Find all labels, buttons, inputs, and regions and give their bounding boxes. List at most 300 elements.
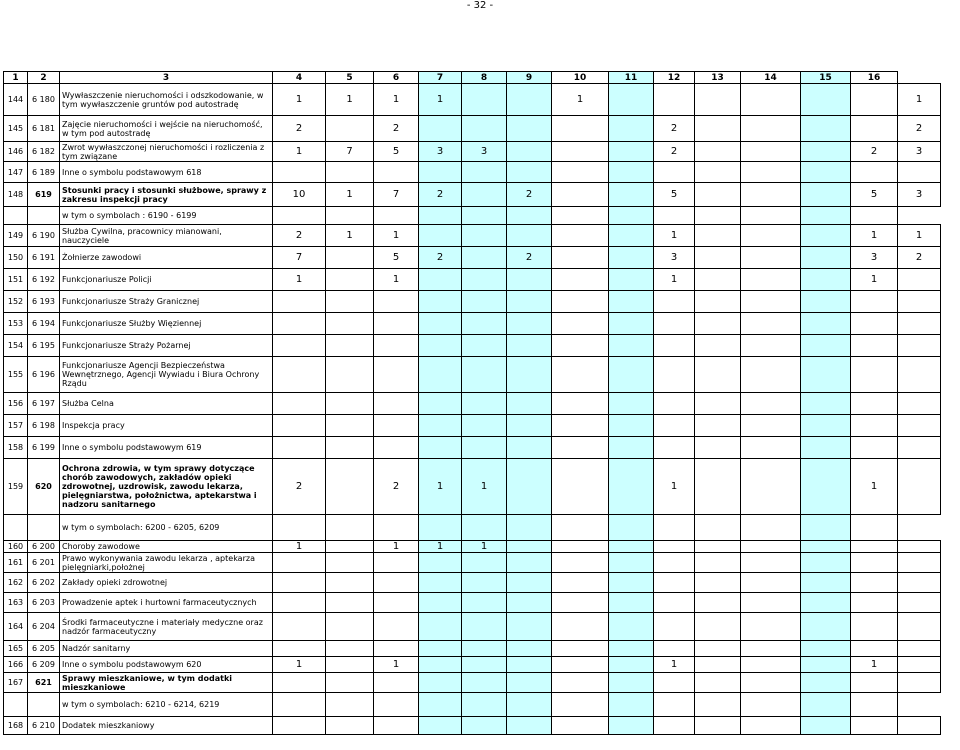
row-symbol: 6 191 [28, 247, 60, 269]
value-cell [695, 573, 741, 593]
value-cell [326, 116, 374, 142]
value-cell [801, 183, 851, 207]
value-cell [898, 657, 941, 673]
value-cell [741, 515, 801, 541]
value-cell [898, 717, 941, 735]
table-header-row [4, 72, 941, 84]
value-cell [695, 225, 741, 247]
value-cell [507, 84, 552, 116]
value-cell [374, 393, 419, 415]
value-cell [801, 515, 851, 541]
value-cell [801, 437, 851, 459]
row-number: 162 [4, 573, 28, 593]
value-cell [507, 573, 552, 593]
value-cell [609, 693, 654, 717]
value-cell [552, 335, 609, 357]
value-cell [326, 673, 374, 693]
value-cell [552, 515, 609, 541]
column-header: 8 [462, 72, 507, 84]
value-cell [507, 142, 552, 162]
value-cell [695, 116, 741, 142]
column-header: 9 [507, 72, 552, 84]
row-number: 165 [4, 641, 28, 657]
value-cell [552, 393, 609, 415]
value-cell [507, 717, 552, 735]
value-cell: 2 [273, 116, 326, 142]
value-cell [695, 357, 741, 393]
value-cell [419, 515, 462, 541]
value-cell [654, 641, 695, 657]
row-number: 146 [4, 142, 28, 162]
value-cell [374, 313, 419, 335]
value-cell [273, 162, 326, 183]
value-cell [507, 593, 552, 613]
row-name: Inne o symbolu podstawowym 619 [60, 437, 273, 459]
value-cell [507, 415, 552, 437]
value-cell [462, 116, 507, 142]
value-cell: 7 [273, 247, 326, 269]
row-number: 159 [4, 459, 28, 515]
value-cell: 1 [654, 269, 695, 291]
value-cell [419, 162, 462, 183]
value-cell [507, 613, 552, 641]
value-cell [609, 553, 654, 573]
value-cell [609, 207, 654, 225]
value-cell [654, 613, 695, 641]
value-cell [273, 641, 326, 657]
value-cell: 2 [507, 183, 552, 207]
value-cell: 1 [374, 84, 419, 116]
blank-cell [28, 515, 60, 541]
value-cell [462, 225, 507, 247]
value-cell [851, 393, 898, 415]
value-cell [851, 541, 898, 553]
value-cell [462, 84, 507, 116]
value-cell [851, 162, 898, 183]
value-cell [507, 269, 552, 291]
value-cell [801, 613, 851, 641]
value-cell [273, 693, 326, 717]
value-cell [374, 207, 419, 225]
value-cell [374, 515, 419, 541]
value-cell [326, 393, 374, 415]
row-name: Zwrot wywłaszczonej nieruchomości i rozliczenia z tym związane [60, 142, 273, 162]
value-cell [801, 162, 851, 183]
row-number: 155 [4, 357, 28, 393]
row-name: Inne o symbolu podstawowym 618 [60, 162, 273, 183]
value-cell [507, 515, 552, 541]
value-cell [374, 415, 419, 437]
table-row [4, 573, 941, 593]
value-cell [507, 459, 552, 515]
value-cell [741, 313, 801, 335]
value-cell [898, 553, 941, 573]
table-row [4, 269, 941, 291]
table-row [4, 162, 941, 183]
value-cell: 1 [374, 541, 419, 553]
value-cell [462, 162, 507, 183]
table-row [4, 142, 941, 162]
value-cell [851, 84, 898, 116]
row-number: 166 [4, 657, 28, 673]
value-cell [898, 291, 941, 313]
value-cell: 1 [851, 459, 898, 515]
value-cell [609, 247, 654, 269]
value-cell [326, 541, 374, 553]
value-cell [851, 717, 898, 735]
value-cell [695, 515, 741, 541]
value-cell [552, 207, 609, 225]
value-cell [741, 593, 801, 613]
row-symbol: 6 190 [28, 225, 60, 247]
row-number: 145 [4, 116, 28, 142]
value-cell [507, 116, 552, 142]
value-cell: 1 [462, 541, 507, 553]
row-name: Funkcjonariusze Policji [60, 269, 273, 291]
value-cell [507, 393, 552, 415]
value-cell [741, 247, 801, 269]
value-cell [552, 415, 609, 437]
column-header: 13 [695, 72, 741, 84]
value-cell [851, 553, 898, 573]
value-cell [741, 393, 801, 415]
value-cell [695, 437, 741, 459]
value-cell [326, 657, 374, 673]
value-cell [273, 593, 326, 613]
value-cell [419, 593, 462, 613]
row-number: 168 [4, 717, 28, 735]
value-cell [326, 415, 374, 437]
row-name: Wywłaszczenie nieruchomości i odszkodowanie, w tym wywłaszczenie gruntów pod autostradę [60, 84, 273, 116]
value-cell [695, 415, 741, 437]
value-cell [741, 717, 801, 735]
value-cell [419, 116, 462, 142]
value-cell [326, 291, 374, 313]
value-cell [695, 247, 741, 269]
value-cell [462, 657, 507, 673]
value-cell [695, 673, 741, 693]
value-cell: 2 [273, 225, 326, 247]
value-cell [898, 437, 941, 459]
value-cell [462, 207, 507, 225]
row-number: 147 [4, 162, 28, 183]
row-symbol: 6 197 [28, 393, 60, 415]
value-cell [326, 437, 374, 459]
value-cell: 1 [898, 84, 941, 116]
value-cell [801, 116, 851, 142]
value-cell [654, 673, 695, 693]
value-cell [326, 313, 374, 335]
table-subheader-row [4, 207, 941, 225]
value-cell [741, 553, 801, 573]
value-cell [898, 269, 941, 291]
value-cell [741, 541, 801, 553]
table-subheader-row [4, 515, 941, 541]
value-cell [273, 415, 326, 437]
value-cell [507, 553, 552, 573]
value-cell: 1 [654, 225, 695, 247]
value-cell: 2 [654, 142, 695, 162]
value-cell [695, 84, 741, 116]
value-cell [507, 437, 552, 459]
row-number: 153 [4, 313, 28, 335]
value-cell [552, 593, 609, 613]
row-name: Środki farmaceutyczne i materiały medyczne oraz nadzór farmaceutyczny [60, 613, 273, 641]
row-symbol: 621 [28, 673, 60, 693]
row-name: Funkcjonariusze Służby Więziennej [60, 313, 273, 335]
value-cell [851, 437, 898, 459]
value-cell [374, 335, 419, 357]
value-cell: 1 [273, 84, 326, 116]
value-cell [552, 291, 609, 313]
value-cell: 10 [273, 183, 326, 207]
table-row [4, 541, 941, 553]
value-cell [273, 553, 326, 573]
subheader-label: w tym o symbolach : 6190 - 6199 [60, 207, 273, 225]
value-cell [695, 459, 741, 515]
value-cell [552, 225, 609, 247]
value-cell [273, 573, 326, 593]
value-cell [326, 357, 374, 393]
row-symbol: 6 198 [28, 415, 60, 437]
value-cell [326, 553, 374, 573]
value-cell [507, 541, 552, 553]
value-cell [741, 84, 801, 116]
row-number: 157 [4, 415, 28, 437]
value-cell: 3 [462, 142, 507, 162]
value-cell [898, 415, 941, 437]
value-cell [273, 717, 326, 735]
value-cell [741, 415, 801, 437]
row-symbol: 620 [28, 459, 60, 515]
value-cell [374, 291, 419, 313]
column-header: 7 [419, 72, 462, 84]
value-cell [851, 693, 898, 717]
value-cell [374, 162, 419, 183]
value-cell [552, 673, 609, 693]
value-cell [741, 459, 801, 515]
value-cell [273, 437, 326, 459]
subheader-label: w tym o symbolach: 6200 - 6205, 6209 [60, 515, 273, 541]
value-cell [462, 553, 507, 573]
value-cell [898, 162, 941, 183]
value-cell: 3 [898, 142, 941, 162]
value-cell [741, 673, 801, 693]
value-cell [609, 357, 654, 393]
value-cell [609, 613, 654, 641]
table-row [4, 415, 941, 437]
value-cell [654, 573, 695, 593]
blank-cell [4, 207, 28, 225]
value-cell [851, 673, 898, 693]
value-cell: 1 [273, 269, 326, 291]
value-cell [507, 313, 552, 335]
value-cell: 3 [419, 142, 462, 162]
value-cell [273, 393, 326, 415]
value-cell [898, 673, 941, 693]
value-cell [326, 613, 374, 641]
row-number: 154 [4, 335, 28, 357]
value-cell [462, 393, 507, 415]
value-cell: 1 [898, 225, 941, 247]
value-cell [273, 313, 326, 335]
row-name: Dodatek mieszkaniowy [60, 717, 273, 735]
value-cell [898, 593, 941, 613]
row-number: 160 [4, 541, 28, 553]
row-number: 158 [4, 437, 28, 459]
value-cell: 1 [851, 657, 898, 673]
row-number: 150 [4, 247, 28, 269]
value-cell [609, 225, 654, 247]
value-cell [801, 573, 851, 593]
row-name: Zakłady opieki zdrowotnej [60, 573, 273, 593]
value-cell [462, 573, 507, 593]
value-cell [609, 573, 654, 593]
value-cell [898, 613, 941, 641]
value-cell [801, 553, 851, 573]
value-cell [552, 613, 609, 641]
row-symbol: 6 199 [28, 437, 60, 459]
value-cell [419, 291, 462, 313]
value-cell [419, 313, 462, 335]
value-cell [552, 693, 609, 717]
column-header: 11 [609, 72, 654, 84]
column-header: 15 [801, 72, 851, 84]
value-cell [654, 313, 695, 335]
value-cell [374, 553, 419, 573]
value-cell: 1 [374, 225, 419, 247]
value-cell [609, 717, 654, 735]
value-cell [609, 291, 654, 313]
table-row [4, 335, 941, 357]
value-cell [419, 573, 462, 593]
value-cell [851, 116, 898, 142]
value-cell: 2 [851, 142, 898, 162]
value-cell [609, 673, 654, 693]
row-number: 167 [4, 673, 28, 693]
value-cell: 3 [898, 183, 941, 207]
row-name: Zajęcie nieruchomości i wejście na nieruchomość, w tym pod autostradę [60, 116, 273, 142]
value-cell [741, 335, 801, 357]
value-cell [609, 162, 654, 183]
value-cell [741, 183, 801, 207]
value-cell [273, 291, 326, 313]
value-cell: 2 [273, 459, 326, 515]
value-cell [654, 335, 695, 357]
value-cell [801, 247, 851, 269]
value-cell [801, 225, 851, 247]
value-cell [419, 657, 462, 673]
value-cell [374, 357, 419, 393]
value-cell [898, 541, 941, 553]
value-cell [552, 313, 609, 335]
value-cell [273, 515, 326, 541]
value-cell: 1 [273, 541, 326, 553]
value-cell [741, 357, 801, 393]
value-cell [552, 717, 609, 735]
value-cell [741, 693, 801, 717]
row-symbol: 6 210 [28, 717, 60, 735]
column-header: 4 [273, 72, 326, 84]
value-cell [462, 357, 507, 393]
value-cell [507, 225, 552, 247]
value-cell [654, 357, 695, 393]
value-cell: 2 [419, 247, 462, 269]
value-cell [801, 541, 851, 553]
value-cell [654, 84, 695, 116]
value-cell [654, 437, 695, 459]
table-subheader-row [4, 693, 941, 717]
value-cell: 2 [654, 116, 695, 142]
table-row [4, 673, 941, 693]
value-cell [326, 693, 374, 717]
value-cell [326, 459, 374, 515]
value-cell [273, 335, 326, 357]
value-cell [695, 142, 741, 162]
row-symbol: 6 196 [28, 357, 60, 393]
value-cell [695, 541, 741, 553]
value-cell [695, 657, 741, 673]
row-number: 152 [4, 291, 28, 313]
value-cell: 1 [326, 225, 374, 247]
value-cell: 1 [374, 269, 419, 291]
table-row [4, 183, 941, 207]
row-name: Sprawy mieszkaniowe, w tym dodatki mieszkaniowe [60, 673, 273, 693]
value-cell [801, 673, 851, 693]
row-number: 156 [4, 393, 28, 415]
value-cell [374, 693, 419, 717]
value-cell [851, 593, 898, 613]
value-cell [654, 593, 695, 613]
row-name: Funkcjonariusze Straży Granicznej [60, 291, 273, 313]
value-cell [654, 541, 695, 553]
subheader-label: w tym o symbolach: 6210 - 6214, 6219 [60, 693, 273, 717]
table-row [4, 641, 941, 657]
value-cell: 5 [851, 183, 898, 207]
value-cell [462, 291, 507, 313]
table-row [4, 313, 941, 335]
value-cell [898, 573, 941, 593]
row-name: Służba Cywilna, pracownicy mianowani, nauczyciele [60, 225, 273, 247]
value-cell [552, 247, 609, 269]
row-symbol: 6 182 [28, 142, 60, 162]
value-cell [695, 207, 741, 225]
blank-cell [28, 693, 60, 717]
value-cell [507, 162, 552, 183]
value-cell [609, 459, 654, 515]
value-cell [326, 269, 374, 291]
value-cell [419, 357, 462, 393]
column-header: 2 [28, 72, 60, 84]
table-row [4, 657, 941, 673]
value-cell [552, 269, 609, 291]
column-header: 5 [326, 72, 374, 84]
value-cell [462, 515, 507, 541]
value-cell: 1 [552, 84, 609, 116]
row-symbol: 6 180 [28, 84, 60, 116]
table-row [4, 459, 941, 515]
value-cell [507, 693, 552, 717]
row-symbol: 619 [28, 183, 60, 207]
value-cell [507, 207, 552, 225]
table-row [4, 593, 941, 613]
value-cell: 1 [326, 84, 374, 116]
value-cell [609, 593, 654, 613]
value-cell [462, 641, 507, 657]
column-header: 10 [552, 72, 609, 84]
table-row [4, 717, 941, 735]
value-cell [552, 541, 609, 553]
